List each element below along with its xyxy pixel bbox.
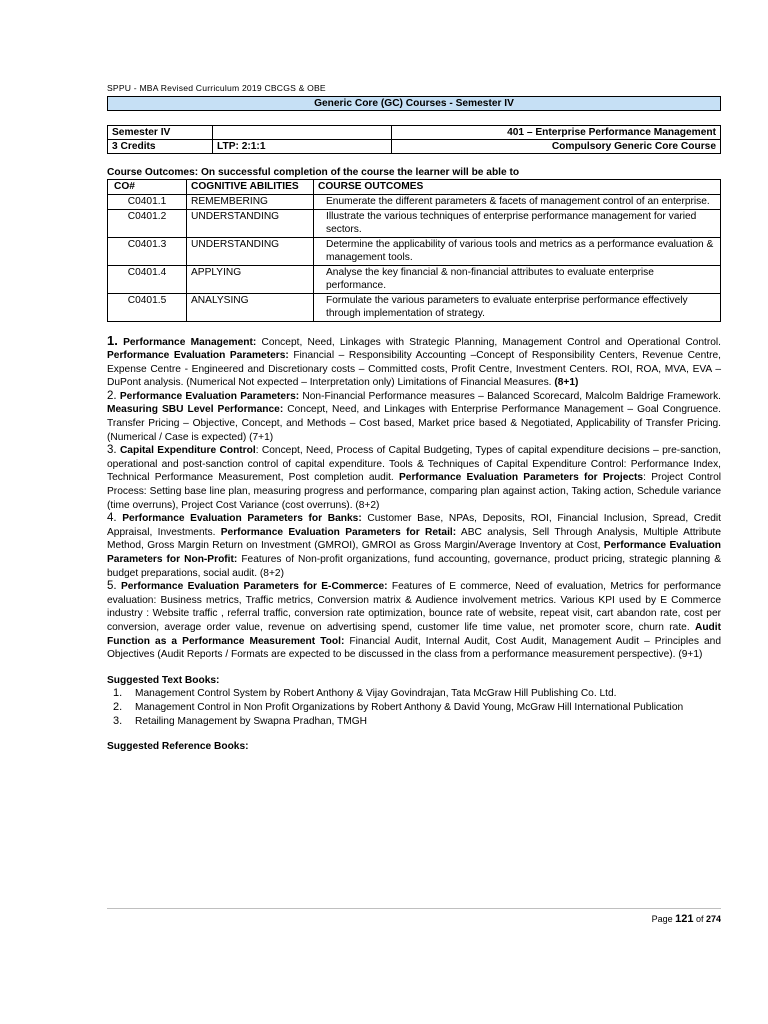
unit-heading: Audit Function as a Performance Measurement Tool: [107, 621, 721, 647]
co-text: Formulate the various parameters to evaluate enterprise performance effectively through implementation of strategy. [314, 293, 721, 321]
unit-text: : Concept, Need, Process of Capital Budgeting, Types of capital expenditure decisions – pre-sanction, operational and post-sanction control of capital expenditure. Tools & Techniques of Capital Expenditure Control: Performance Index, Technical Performance Measurement, Post completion audit. [107, 445, 721, 484]
unit-hours: (8+1) [554, 377, 579, 389]
table-row [108, 209, 721, 237]
unit-text: ABC analysis, Sell Through Analysis, Multiple Attribute Method, Gross Margin Return on Investment (GMROI), GMROI as Gross Margin/Average Inventory at Cost, [107, 526, 722, 552]
page-number [600, 913, 721, 925]
co-id: C0401.4 [108, 265, 187, 293]
unit-4 [107, 512, 721, 580]
unit-heading: Performance Management: [123, 336, 257, 348]
total-pages: 274 [705, 914, 721, 924]
unit-text: Concept, Need, and Linkages with Enterprise Performance Management – Goal Congruence. Transfer Pricing – Objective, Concept, and Methods – Cost based, Market price based & Negotiated, Applicability of Transfer Pricing. (Numerical / Case is expected) (7+1) [107, 404, 721, 443]
table-row [108, 126, 721, 140]
table-row [108, 140, 721, 154]
semester-banner: Generic Core (GC) Courses - Semester IV [107, 96, 721, 111]
co-id: C0401.5 [108, 293, 187, 321]
unit-heading: Performance Evaluation Parameters for Non-Profit: [107, 540, 721, 565]
table-row [108, 195, 721, 210]
book-title: Retailing Management by Swapna Pradhan, TMGH [135, 715, 367, 727]
co-ability: UNDERSTANDING [187, 237, 314, 265]
co-text: Determine the applicability of various tools and metrics as a performance evaluation & management tools. [314, 237, 721, 265]
unit-1 [107, 334, 721, 390]
unit-number: 1. [107, 332, 118, 348]
unit-heading: Measuring SBU Level Performance: [107, 404, 284, 416]
credits-cell: 3 Credits [108, 140, 213, 154]
co-id: C0401.2 [108, 209, 187, 237]
book-number: 1. [113, 687, 123, 700]
unit-text: Financial Audit, Internal Audit, Cost Audit, Management Audit – Principles and Objectives (Audit Reports / Formats are expected to be discussed in the class from a performance measurement perspective). (9+1) [107, 635, 721, 661]
unit-heading: Performance Evaluation Parameters: [107, 350, 289, 362]
semester-table [107, 125, 721, 154]
unit-heading: Performance Evaluation Parameters for Projects [399, 472, 644, 484]
co-text: Enumerate the different parameters & facets of management control of an enterprise. [314, 195, 721, 210]
unit-heading: Capital Expenditure Control [119, 445, 256, 457]
unit-number: 3. [107, 444, 117, 457]
unit-text: : Project Control Process: Setting base line plan, measuring progress and performance, comparing plan against action, Taking action, Schedule variance (time overruns), Project Cost Variance (cost overruns). (8+2) [107, 472, 721, 511]
list-item [107, 715, 721, 729]
unit-heading: Performance Evaluation Parameters for Retail: [220, 526, 457, 538]
table-header-row [108, 180, 721, 195]
list-item [107, 687, 721, 701]
unit-number: 2. [107, 389, 117, 402]
col-header-co: CO# [108, 180, 187, 195]
table-row [108, 265, 721, 293]
co-ability: REMEMBERING [187, 195, 314, 210]
course-title-cell: 401 – Enterprise Performance Management [392, 126, 721, 140]
co-ability: UNDERSTANDING [187, 209, 314, 237]
page-of: of [693, 914, 706, 924]
table-row [108, 237, 721, 265]
outcomes-intro: Course Outcomes: On successful completion of the course the learner will be able to [107, 167, 520, 178]
unit-text: Non-Financial Performance measures – Balanced Scorecard, Malcolm Baldrige Framework. [299, 390, 721, 402]
co-text: Illustrate the various techniques of enterprise performance management for varied sectors. [314, 209, 721, 237]
unit-3 [107, 444, 721, 512]
empty-cell [213, 126, 392, 140]
co-ability: ANALYSING [187, 293, 314, 321]
semester-cell: Semester IV [108, 126, 213, 140]
course-type-cell: Compulsory Generic Core Course [392, 140, 721, 154]
page-prefix: Page [651, 914, 676, 924]
unit-text: Features of E commerce, Need of evaluation, Metrics for performance evaluation: Business metrics, Traffic metrics, Conversion matrix & Audience involvement metrics. Various KPI used by E Commerce industry : Website traffic , referral traffic, conversion rate optimization, bounce rate of website, repeat visit, cart abandon rate, cost per conversion, average order value, revenue on advertising spend, customer life time value, net promoter score, churn rate. [107, 581, 721, 633]
unit-text: Features of Non-profit organizations, fund accounting, governance, product pricing, strategic planning & budget preparations, social audit. (8+2) [107, 554, 722, 579]
current-page: 121 [675, 913, 694, 925]
unit-text: Concept, Need, Linkages with Strategic Planning, Management Control and Operational Control. [256, 336, 721, 348]
reference-books-heading: Suggested Reference Books: [107, 741, 249, 753]
ltp-cell: LTP: 2:1:1 [213, 140, 392, 154]
book-number: 2. [113, 700, 123, 713]
outcomes-table [107, 179, 721, 322]
list-item [107, 701, 721, 715]
book-title: Management Control in Non Profit Organizations by Robert Anthony & David Young, McGraw Hill International Publication [135, 701, 684, 713]
book-title: Management Control System by Robert Anthony & Vijay Govindrajan, Tata McGraw Hill Publishing Co. Ltd. [135, 688, 617, 700]
unit-2 [107, 390, 721, 444]
running-header: SPPU - MBA Revised Curriculum 2019 CBCGS & OBE [107, 83, 326, 93]
unit-heading: Performance Evaluation Parameters for E-Commerce: [120, 581, 388, 593]
co-ability: APPLYING [187, 265, 314, 293]
co-text: Analyse the key financial & non-financial attributes to evaluate enterprise performance. [314, 265, 721, 293]
unit-heading: Performance Evaluation Parameters: [119, 390, 300, 402]
unit-heading: Performance Evaluation Parameters for Banks: [122, 513, 362, 525]
book-number: 3. [113, 714, 123, 727]
unit-number: 5. [107, 580, 117, 593]
co-id: C0401.1 [108, 195, 187, 210]
co-id: C0401.3 [108, 237, 187, 265]
col-header-abilities: COGNITIVE ABILITIES [187, 180, 314, 195]
unit-5 [107, 580, 721, 662]
document-page [107, 82, 721, 754]
unit-text: Customer Base, NPAs, Deposits, ROI, Financial Inclusion, Spread, Credit Appraisal, Investments. [107, 513, 721, 538]
text-books-heading: Suggested Text Books: [107, 674, 220, 686]
footer-divider [107, 908, 721, 909]
unit-text: Financial – Responsibility Accounting –Concept of Responsibility Centers, Revenue Centre, Expense Centre - Engineered and Discretionary costs – Committed costs, Profit Centre, Investment Centers. ROI, ROA, MVA, EVA – DuPont analysis. (Numerical Not expected – Interpretation only) Limitations of Financial Measures. [107, 350, 721, 389]
unit-number: 4. [107, 512, 117, 525]
table-row [108, 293, 721, 321]
col-header-outcomes: COURSE OUTCOMES [314, 180, 721, 195]
